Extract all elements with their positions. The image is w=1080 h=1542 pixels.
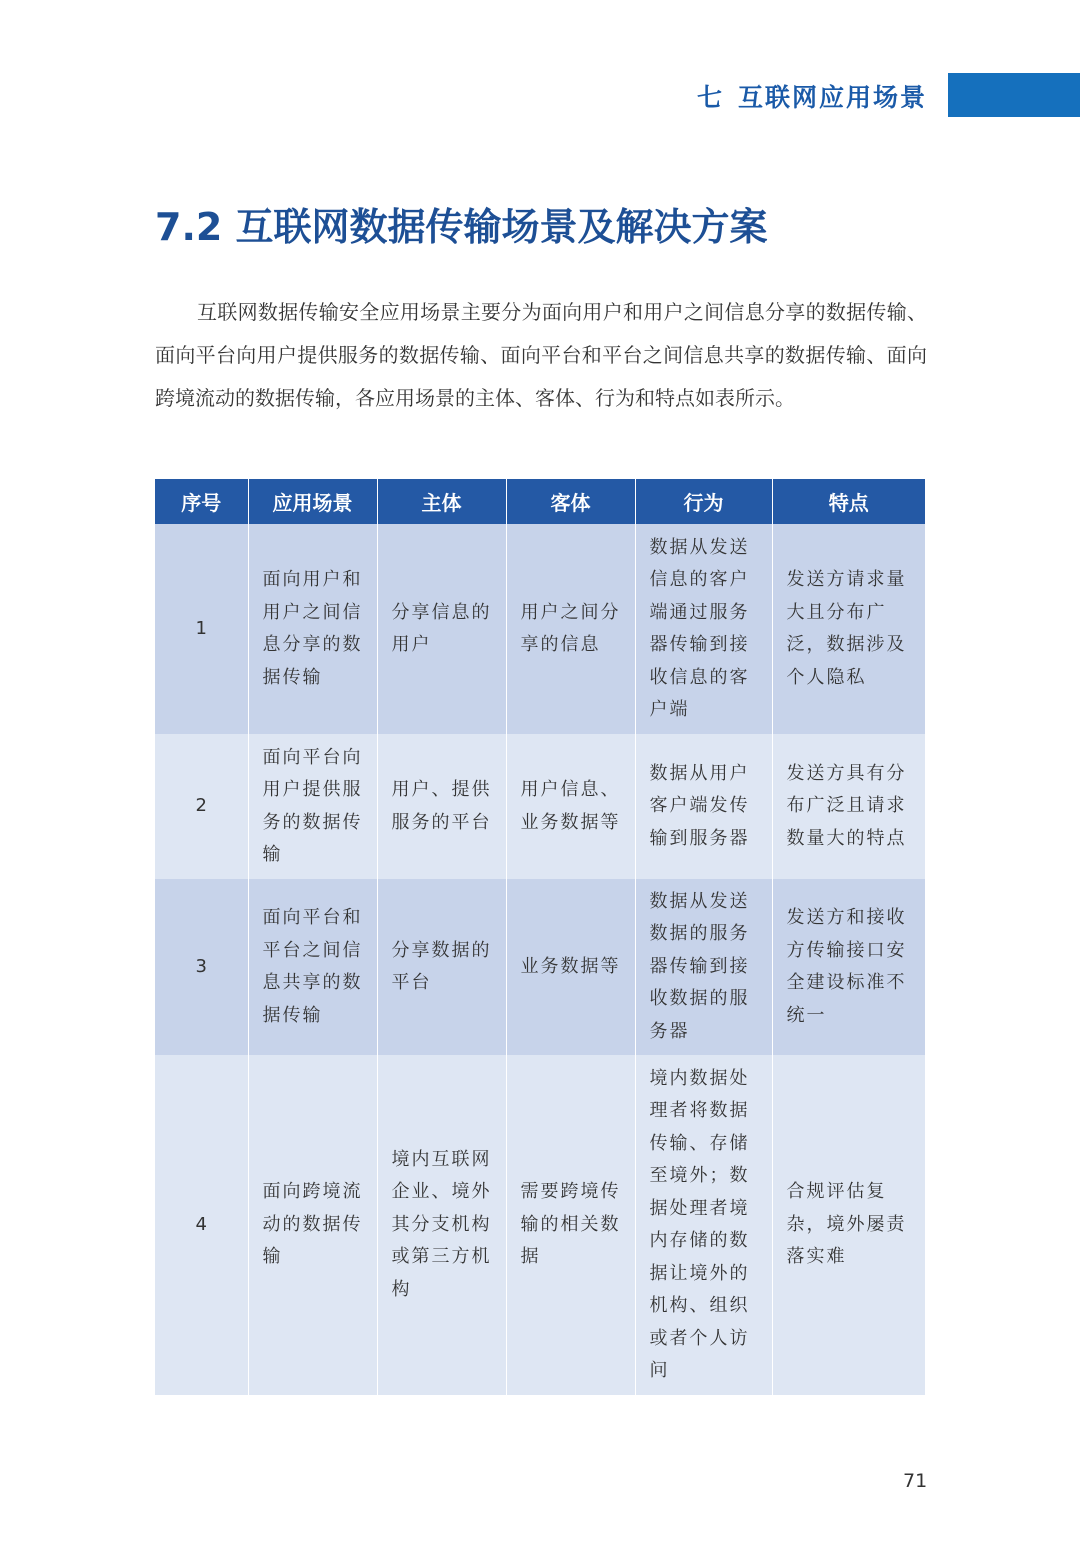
cell-feature: 合规评估复杂，境外屡责落实难	[772, 1055, 925, 1395]
cell-object: 用户信息、业务数据等	[506, 734, 635, 879]
cell-subject: 分享信息的用户	[377, 524, 506, 734]
page-number: 71	[903, 1470, 928, 1492]
cell-scene: 面向跨境流动的数据传输	[248, 1055, 377, 1395]
cell-scene: 面向平台向用户提供服务的数据传输	[248, 734, 377, 879]
cell-subject: 境内互联网企业、境外其分支机构或第三方机构	[377, 1055, 506, 1395]
cell-feature: 发送方请求量大且分布广泛，数据涉及个人隐私	[772, 524, 925, 734]
cell-behavior: 数据从用户客户端发传输到服务器	[635, 734, 772, 879]
header-behavior: 行为	[635, 479, 772, 524]
table-header-row	[155, 479, 925, 524]
cell-object: 业务数据等	[506, 879, 635, 1055]
cell-id: 3	[155, 879, 248, 1055]
cell-id: 1	[155, 524, 248, 734]
header-object: 客体	[506, 479, 635, 524]
cell-scene: 面向用户和用户之间信息分享的数据传输	[248, 524, 377, 734]
cell-feature: 发送方和接收方传输接口安全建设标准不统一	[772, 879, 925, 1055]
chapter-header	[697, 78, 927, 114]
header-scene: 应用场景	[248, 479, 377, 524]
cell-object: 需要跨境传输的相关数据	[506, 1055, 635, 1395]
header-id: 序号	[155, 479, 248, 524]
cell-id: 2	[155, 734, 248, 879]
scenario-table	[155, 479, 925, 1395]
cell-id: 4	[155, 1055, 248, 1395]
section-title: 7.2 互联网数据传输场景及解决方案	[155, 205, 768, 249]
header-feature: 特点	[772, 479, 925, 524]
header-subject: 主体	[377, 479, 506, 524]
cell-behavior: 数据从发送信息的客户端通过服务器传输到接收信息的客户端	[635, 524, 772, 734]
chapter-number: 七	[696, 83, 724, 112]
cell-behavior: 境内数据处理者将数据传输、存储至境外；数据处理者境内存储的数据让境外的机构、组织或者个人访问	[635, 1055, 772, 1395]
table-row	[155, 524, 925, 734]
cell-behavior: 数据从发送数据的服务器传输到接收数据的服务器	[635, 879, 772, 1055]
chapter-title: 互联网应用场景	[737, 83, 927, 112]
cell-object: 用户之间分享的信息	[506, 524, 635, 734]
table-row	[155, 1055, 925, 1395]
cell-subject: 用户、提供服务的平台	[377, 734, 506, 879]
table-row	[155, 734, 925, 879]
cell-feature: 发送方具有分布广泛且请求数量大的特点	[772, 734, 925, 879]
chapter-accent-bar	[948, 73, 1080, 117]
cell-subject: 分享数据的平台	[377, 879, 506, 1055]
cell-scene: 面向平台和平台之间信息共享的数据传输	[248, 879, 377, 1055]
intro-paragraph: 互联网数据传输安全应用场景主要分为面向用户和用户之间信息分享的数据传输、面向平台向用户提供服务的数据传输、面向平台和平台之间信息共享的数据传输、面向跨境流动的数据传输，各应用场景的主体、客体、行为和特点如表所示。	[155, 300, 927, 410]
table-row	[155, 879, 925, 1055]
